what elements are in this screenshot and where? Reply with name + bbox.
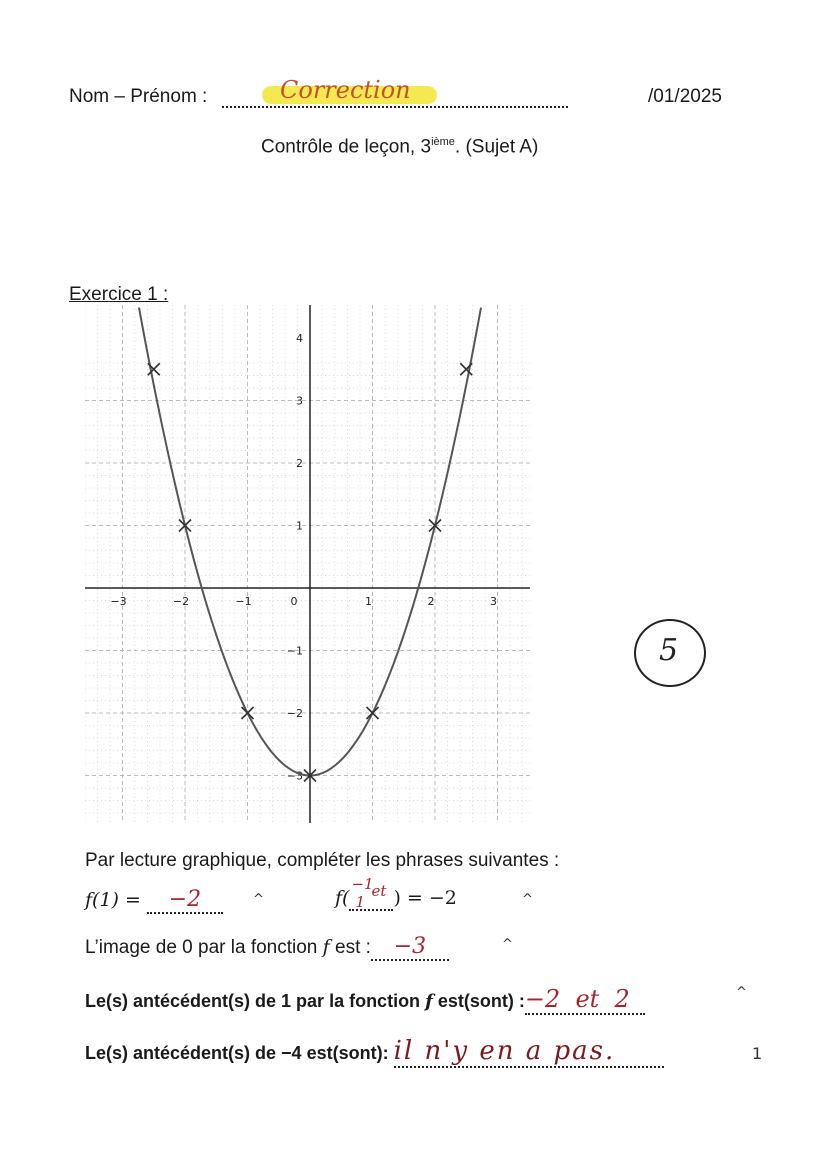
line-antecedent-2 [335,875,457,911]
grid-major [85,305,530,823]
f2-suffix: ) = −2 [393,887,457,909]
f2-prefix: f( [335,887,350,909]
y-tick-label: 1 [296,519,303,533]
x-tick-label: 0 [290,595,298,608]
instruction: Par lecture graphique, compléter les phrases suivantes : [85,850,560,871]
f1-answer: −2 [168,887,202,912]
y-tick-label: 4 [296,332,303,345]
ant4-answer: il n'y en a pas. [393,1036,616,1066]
y-tick-label: −3 [286,769,303,783]
x-tick-label: 2 [427,595,435,608]
ant1-prefix: Le(s) antécédent(s) de 1 par la fonction [85,991,426,1011]
line-antecedents-minus4 [85,1036,664,1068]
score-value: 5 [659,633,679,668]
ant1-prefix-f: f [425,991,433,1012]
ant4-check-mark: 1 [752,1044,763,1063]
score-circle [634,619,706,687]
img0-prefix: L’image de 0 par la fonction [85,937,323,958]
title-prefix: Contrôle de leçon, 3 [261,136,432,158]
x-tick-label: 3 [490,595,497,608]
f2-answer-bottom: 1 [355,893,365,911]
line-image-0 [85,934,449,961]
point-mark [148,363,160,375]
line-antecedents-1 [85,985,645,1015]
exercise-title: Exercice 1 : [69,284,169,305]
axes [85,305,530,823]
f1-check-mark: ^ [253,892,264,907]
x-tick-label: 1 [365,595,372,608]
ant1-answer-field[interactable] [525,985,645,1015]
parabola-chart [85,305,530,823]
y-tick-label: 3 [296,394,303,408]
f1-prefix: f(1) = [85,889,147,911]
date: /01/2025 [648,86,722,107]
y-tick-label: −1 [286,644,303,658]
y-tick-label: 2 [296,457,303,470]
img0-prefix-end: est : [329,937,371,958]
name-value: Correction [280,76,411,104]
x-tick-label: −3 [110,595,127,608]
x-tick-label: −2 [172,595,190,608]
title-sup: ième [431,136,455,148]
title-suffix: . (Sujet A) [454,136,539,158]
grid-minor [85,305,530,823]
ant1-prefix-end: est(sont) : [432,991,525,1011]
line-f1 [85,887,223,914]
page-title [261,136,538,158]
f1-answer-field[interactable] [147,887,223,914]
point-mark [242,707,254,719]
tick-labels [110,332,497,783]
x-tick-label: −1 [235,595,252,608]
ant1-check-mark: ^ [736,985,747,1000]
img0-prefix-f: f [322,936,330,958]
f2-check-mark: ^ [522,892,533,907]
img0-answer: −3 [393,934,427,959]
f2-answer-top: −1 [351,875,374,893]
point-mark [460,363,472,375]
name-field[interactable] [222,76,568,108]
f2-answer-extra: et [371,882,387,900]
img0-answer-field[interactable] [371,934,449,961]
y-tick-label: −2 [286,707,303,720]
img0-check-mark: ^ [502,937,513,952]
ant4-prefix: Le(s) antécédent(s) de −4 est(sont): [85,1043,389,1063]
ant1-answer: −2 et 2 [524,985,630,1013]
f2-answer-field[interactable] [349,875,393,911]
name-label: Nom – Prénom : [69,86,208,107]
ant4-answer-field[interactable] [394,1036,664,1068]
